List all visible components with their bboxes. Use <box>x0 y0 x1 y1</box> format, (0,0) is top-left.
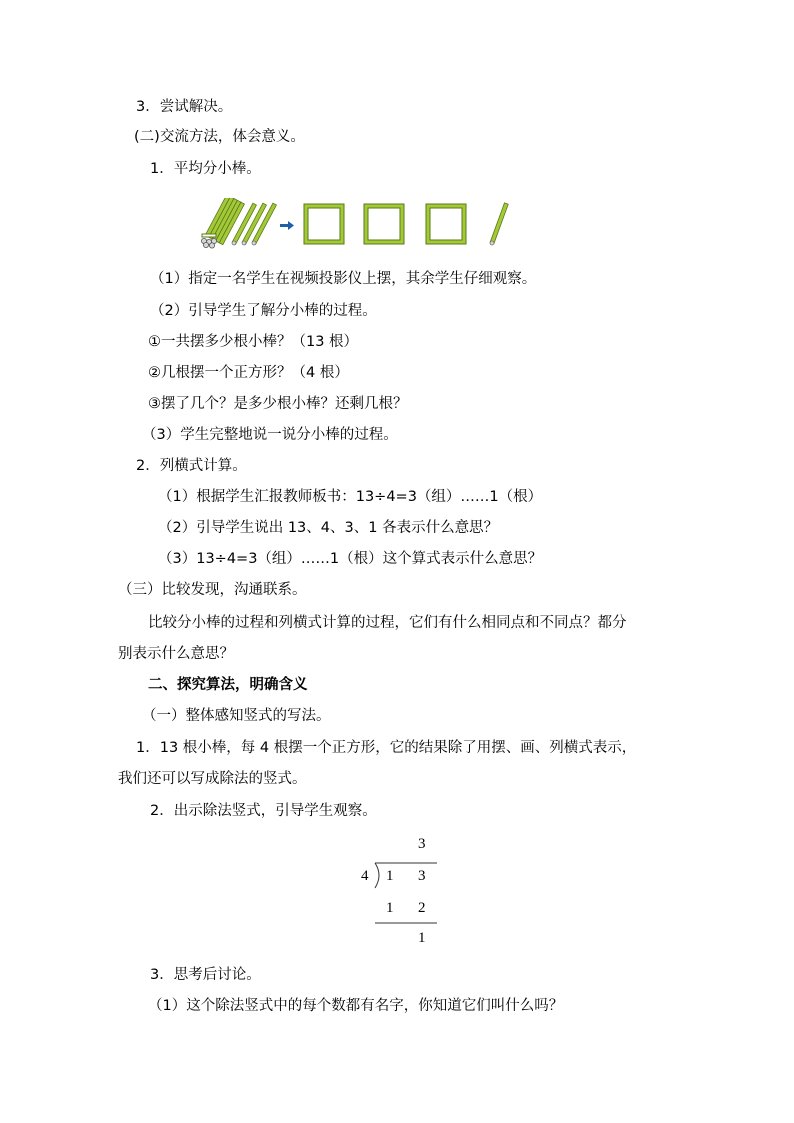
arrow-right-icon <box>280 221 294 230</box>
line-9: （3）学生完整地说一说分小棒的过程。 <box>142 427 398 443</box>
square-icon <box>428 206 464 242</box>
divisor: 4 <box>361 868 369 884</box>
line-7: ②几根摆一个正方形？（4 根） <box>148 365 349 381</box>
quotient: 3 <box>418 836 426 852</box>
line-12: （2）引导学生说出 13、4、3、1 各表示什么意思？ <box>158 520 499 536</box>
line-5: （2）引导学生了解分小棒的过程。 <box>150 303 377 319</box>
line-11: （1）根据学生汇报教师板书：13÷4=3（组）……1（根） <box>158 489 543 505</box>
dividend-ones: 3 <box>418 868 426 884</box>
square-icon <box>306 206 342 242</box>
line-18: （一）整体感知竖式的写法。 <box>142 708 331 724</box>
line-22: 3．思考后讨论。 <box>150 967 261 983</box>
line-14: （三）比较发现，沟通联系。 <box>118 582 307 598</box>
line-13: （3）13÷4=3（组）……1（根）这个算式表示什么意思？ <box>158 551 543 567</box>
sticks-figure <box>196 198 526 250</box>
line-21: 2．出示除法竖式，引导学生观察。 <box>150 803 377 819</box>
product-ones: 2 <box>418 900 426 916</box>
line-4: （1）指定一名学生在视频投影仪上摆，其余学生仔细观察。 <box>150 271 537 287</box>
line-23: （1）这个除法竖式中的每个数都有名字，你知道它们叫什么吗？ <box>148 998 564 1014</box>
section-heading: 二、探究算法，明确含义 <box>148 677 308 693</box>
line-16: 别表示什么意思？ <box>118 646 234 662</box>
division-bracket <box>355 832 455 950</box>
single-stick-icon <box>489 203 508 246</box>
line-8: ③摆了几个？是多少根小棒？还剩几根？ <box>148 396 408 412</box>
line-20: 我们还可以写成除法的竖式。 <box>118 771 307 787</box>
line-19: 1．13 根小棒，每 4 根摆一个正方形，它的结果除了用摆、画、列横式表示， <box>136 740 637 756</box>
product-tens: 1 <box>386 900 394 916</box>
dividend-tens: 1 <box>386 868 394 884</box>
square-icon <box>366 206 402 242</box>
line-15: 比较分小棒的过程和列横式计算的过程，它们有什么相同点和不同点？都分 <box>148 615 627 631</box>
line-1: 3．尝试解决。 <box>136 99 233 115</box>
line-2: (二)交流方法，体会意义。 <box>134 129 305 145</box>
line-6: ①一共摆多少根小棒？（13 根） <box>148 334 359 350</box>
line-3: 1．平均分小棒。 <box>150 161 261 177</box>
remainder: 1 <box>418 930 426 946</box>
line-10: 2．列横式计算。 <box>136 458 247 474</box>
long-division <box>355 832 455 950</box>
